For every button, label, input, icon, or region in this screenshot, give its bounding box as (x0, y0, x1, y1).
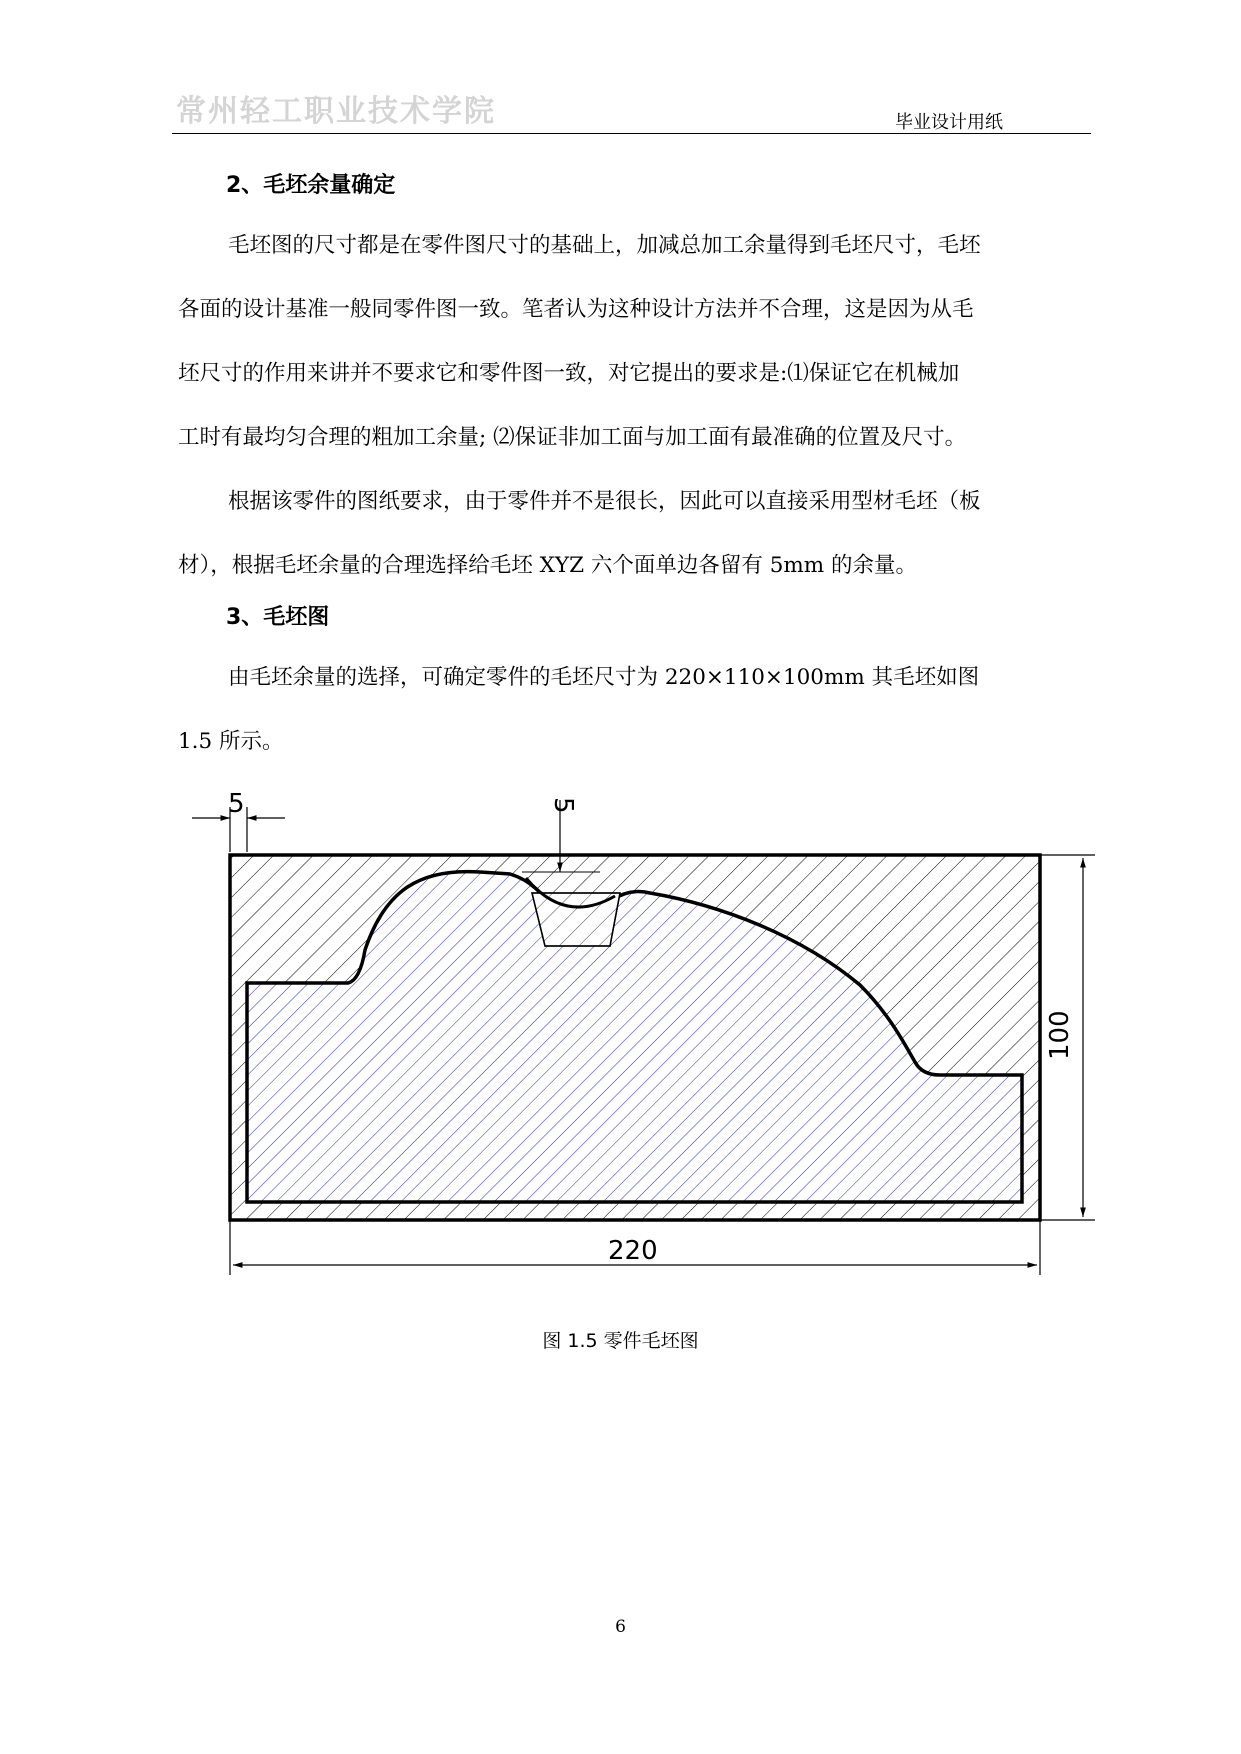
paragraph-3 (178, 646, 1088, 774)
text-line: 根据该零件的图纸要求，由于零件并不是很长，因此可以直接采用型材毛坯（板 (228, 489, 981, 514)
blank-drawing-svg (180, 790, 1110, 1290)
text-line: 毛坯图的尺寸都是在零件图尺寸的基础上，加减总加工余量得到毛坯尺寸，毛坯 (228, 233, 981, 258)
dim-height: 100 (1045, 1010, 1075, 1060)
page-number: 6 (615, 1617, 626, 1637)
section-heading-3: 3、毛坯图 (226, 605, 330, 630)
blank-drawing-figure (180, 790, 1110, 1294)
figure-caption: 图 1.5 零件毛坯图 (542, 1330, 699, 1352)
dim-left-margin: 5 (228, 790, 245, 819)
dim-width: 220 (608, 1236, 658, 1266)
text-line: 由毛坯余量的选择，可确定零件的毛坯尺寸为 220×110×100mm 其毛坯如图 (228, 665, 980, 690)
paragraph-1 (178, 214, 1088, 470)
section-heading-2: 2、毛坯余量确定 (226, 173, 396, 198)
text-line: 1.5 所示。 (178, 729, 284, 754)
header-label: 毕业设计用纸 (895, 112, 1003, 133)
header-divider (172, 133, 1091, 134)
paragraph-2 (178, 470, 1088, 598)
school-logo-text: 常州轻工职业技术学院 (176, 94, 496, 129)
text-line: 工时有最均匀合理的粗加工余量; ⑵保证非加工面与加工面有最准确的位置及尺寸。 (178, 425, 967, 450)
text-line: 各面的设计基准一般同零件图一致。笔者认为这种设计方法并不合理，这是因为从毛 (178, 297, 974, 322)
text-line: 材），根据毛坯余量的合理选择给毛坯 XYZ 六个面单边各留有 5mm 的余量。 (178, 553, 917, 578)
text-line: 坯尺寸的作用来讲并不要求它和零件图一致，对它提出的要求是:⑴保证它在机械加 (178, 361, 960, 386)
dim-top-margin: 5 (548, 797, 578, 814)
